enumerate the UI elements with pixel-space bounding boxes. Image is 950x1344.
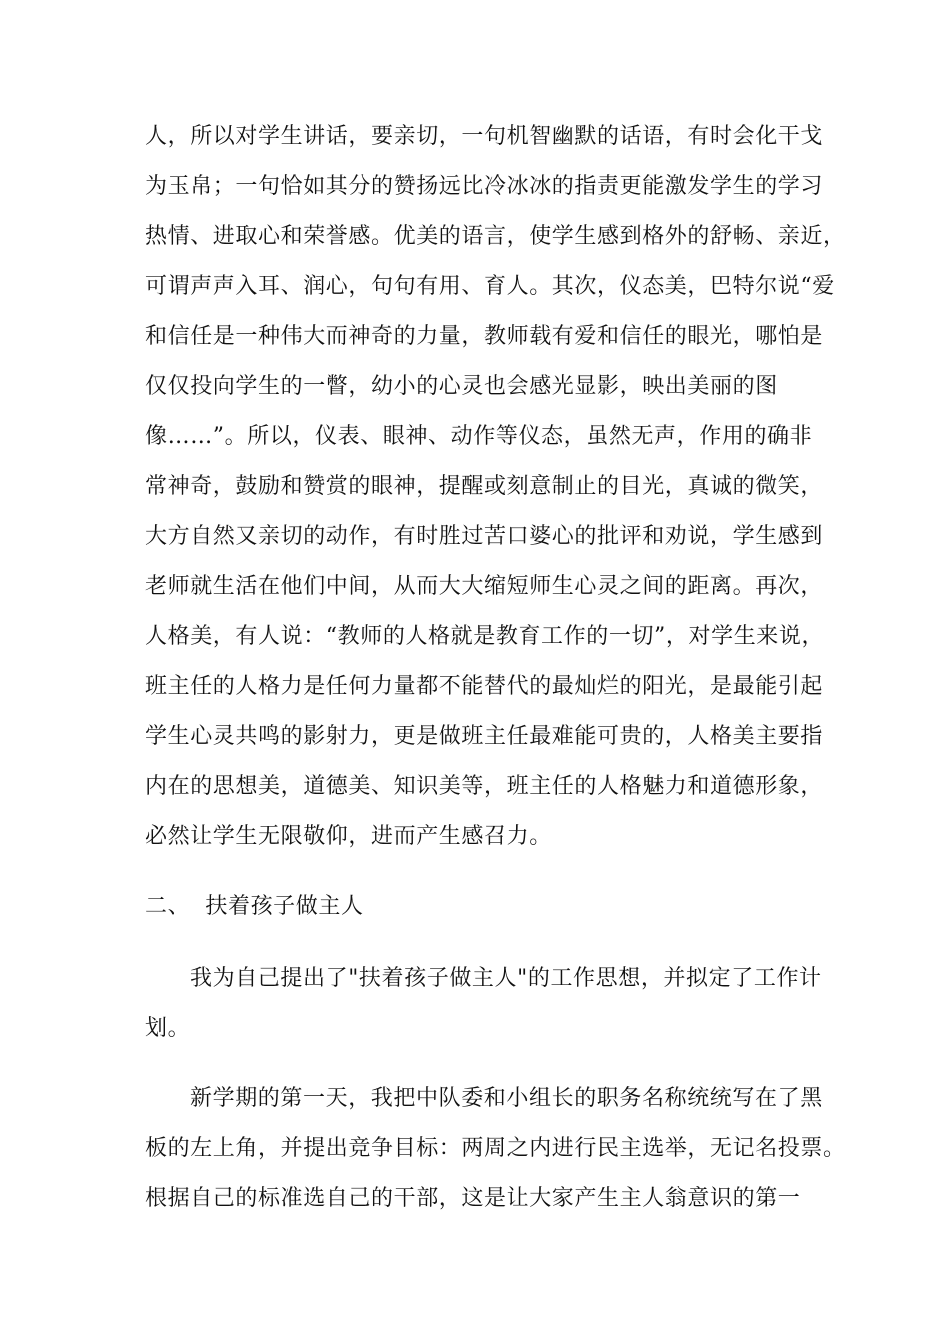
text-line: 班主任的人格力是任何力量都不能替代的最灿烂的阳光，是最能引起 (145, 674, 824, 699)
text-line: 像……”。所以，仪表、眼神、动作等仪态，虽然无声，作用的确非 (145, 424, 813, 449)
section-heading: 二、 扶着孩子做主人 (145, 894, 364, 919)
text-line: 我为自己提出了"扶着孩子做主人"的工作思想，并拟定了工作计 (190, 966, 822, 991)
text-line: 人格美，有人说：“教师的人格就是教育工作的一切”，对学生来说， (145, 624, 825, 649)
text-line: 大方自然又亲切的动作，有时胜过苦口婆心的批评和劝说，学生感到 (145, 524, 824, 549)
text-line: 可谓声声入耳、润心，句句有用、育人。其次，仪态美，巴特尔说“爱 (145, 274, 835, 299)
text-line: 为玉帛；一句恰如其分的赞扬远比冷冰冰的指责更能激发学生的学习 (145, 174, 824, 199)
text-line: 内在的思想美，道德美、知识美等，班主任的人格魅力和道德形象， (145, 774, 824, 799)
text-line: 和信任是一种伟大而神奇的力量，教师载有爱和信任的眼光，哪怕是 (145, 324, 824, 349)
text-line: 划。 (145, 1016, 191, 1041)
text-line: 常神奇，鼓励和赞赏的眼神，提醒或刻意制止的目光，真诚的微笑， (145, 474, 824, 499)
text-line: 学生心灵共鸣的影射力，更是做班主任最难能可贵的，人格美主要指 (145, 724, 824, 749)
text-line: 板的左上角，并提出竞争目标：两周之内进行民主选举，无记名投票。 (145, 1136, 846, 1161)
text-line: 人，所以对学生讲话，要亲切，一句机智幽默的话语，有时会化干戈 (145, 124, 824, 149)
text-line: 新学期的第一天，我把中队委和小组长的职务名称统统写在了黑 (190, 1086, 823, 1111)
text-line: 根据自己的标准选自己的干部，这是让大家产生主人翁意识的第一 (145, 1186, 801, 1211)
text-line: 必然让学生无限敬仰，进而产生感召力。 (145, 824, 552, 849)
text-line: 老师就生活在他们中间，从而大大缩短师生心灵之间的距离。再次， (145, 574, 824, 599)
text-line: 热情、进取心和荣誉感。优美的语言，使学生感到格外的舒畅、亲近， (145, 224, 846, 249)
text-line: 仅仅投向学生的一瞥，幼小的心灵也会感光显影，映出美丽的图 (145, 374, 778, 399)
